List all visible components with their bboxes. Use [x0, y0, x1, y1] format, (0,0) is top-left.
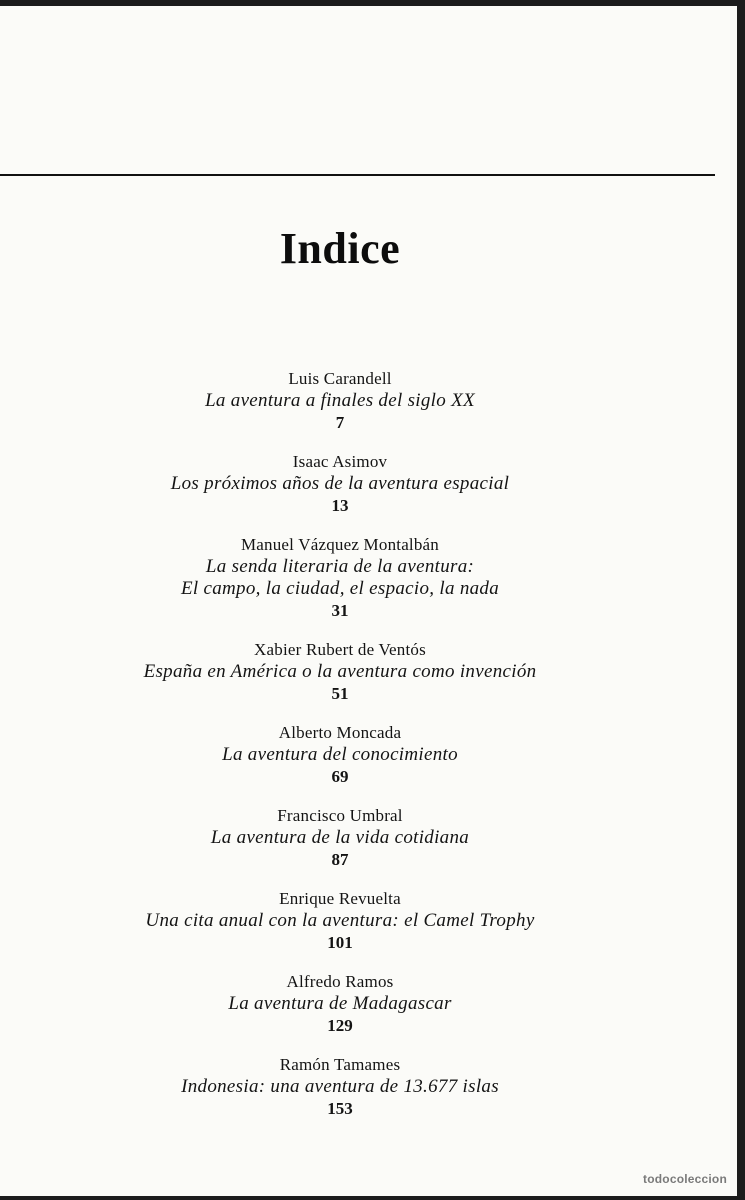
- page-title: Indice: [279, 224, 401, 274]
- entry-author: Alberto Moncada: [278, 723, 402, 742]
- entry-title-line: La aventura del conocimiento: [222, 744, 458, 765]
- toc-entry: [0, 534, 680, 622]
- entry-title-line: El campo, la ciudad, el espacio, la nada: [180, 578, 500, 599]
- site-watermark: todocoleccion: [643, 1172, 727, 1186]
- toc-entry: [0, 451, 680, 517]
- entry-page-number: 69: [331, 767, 349, 786]
- entry-page-number: 7: [335, 413, 345, 432]
- entry-title-line: Indonesia: una aventura de 13.677 islas: [181, 1076, 499, 1097]
- entry-page-number: 13: [331, 496, 349, 515]
- entry-title-line: España en América o la aventura como invención: [143, 661, 537, 682]
- book-page: [0, 6, 737, 1196]
- toc-entry: [0, 639, 680, 705]
- entry-page-number: 101: [327, 933, 353, 952]
- entry-title-line: La aventura a finales del siglo XX: [205, 390, 475, 411]
- toc-entry: [0, 971, 680, 1037]
- entry-title-line: Los próximos años de la aventura espacial: [170, 473, 510, 494]
- entry-page-number: 51: [331, 684, 349, 703]
- toc-entry: [0, 888, 680, 954]
- entry-page-number: 87: [331, 850, 349, 869]
- entry-page-number: 31: [331, 601, 349, 620]
- entry-title-line: Una cita anual con la aventura: el Camel Trophy: [145, 910, 535, 931]
- entry-author: Luis Carandell: [288, 369, 392, 388]
- table-of-contents: [0, 368, 680, 1137]
- entry-author: Alfredo Ramos: [286, 972, 394, 991]
- toc-entry: [0, 722, 680, 788]
- entry-title-line: La senda literaria de la aventura:: [205, 556, 475, 577]
- entry-author: Xabier Rubert de Ventós: [254, 640, 426, 659]
- toc-entry: [0, 1054, 680, 1120]
- entry-title-line: La aventura de Madagascar: [228, 993, 452, 1014]
- entry-title-line: La aventura de la vida cotidiana: [210, 827, 470, 848]
- entry-author: Isaac Asimov: [292, 452, 388, 471]
- entry-author: Manuel Vázquez Montalbán: [240, 535, 440, 554]
- entry-author: Enrique Revuelta: [279, 889, 401, 908]
- entry-author: Ramón Tamames: [279, 1055, 401, 1074]
- toc-entry: [0, 805, 680, 871]
- entry-author: Francisco Umbral: [277, 806, 403, 825]
- entry-page-number: 153: [327, 1099, 353, 1118]
- toc-entry: [0, 368, 680, 434]
- header-rule: [0, 174, 715, 176]
- entry-page-number: 129: [327, 1016, 353, 1035]
